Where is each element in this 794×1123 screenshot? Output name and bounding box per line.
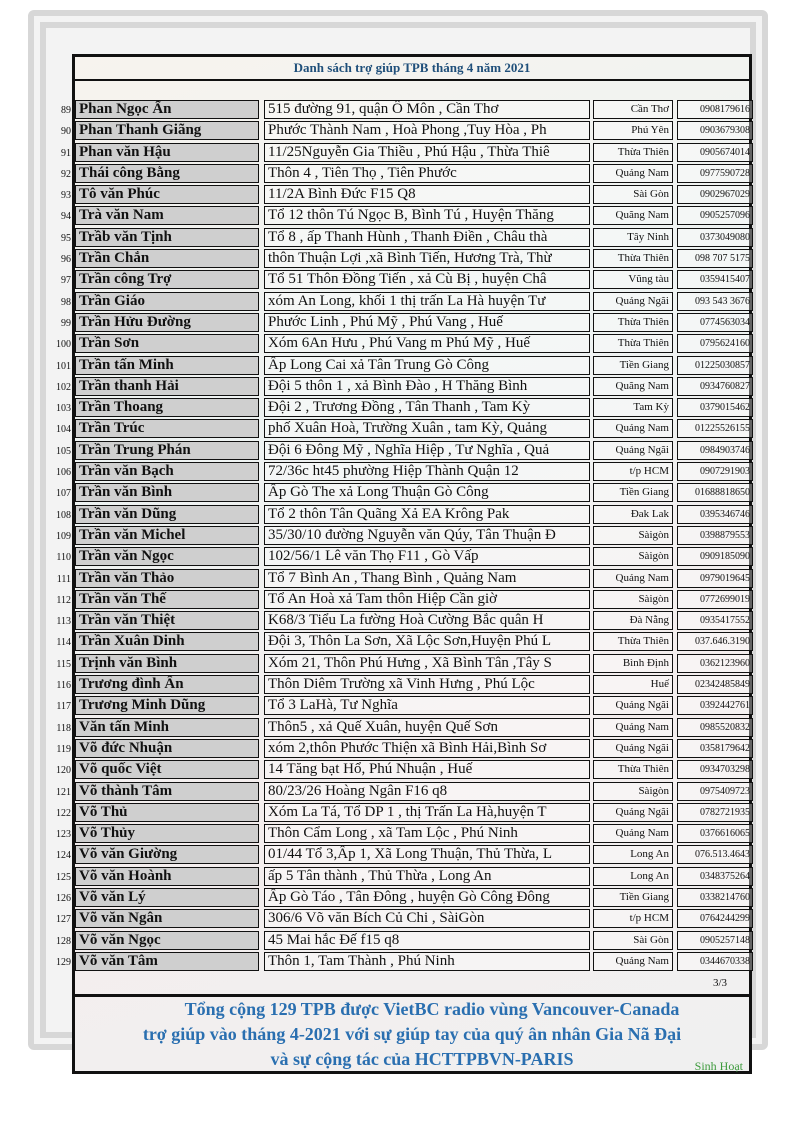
table-row — [56, 356, 750, 377]
table-row — [56, 632, 750, 653]
table-row — [56, 398, 750, 419]
address-cell: Thôn Diêm Trường xã Vinh Hưng , Phú Lộc — [264, 675, 590, 694]
name-cell: Trần Hửu Đường — [75, 313, 259, 332]
phone-cell: 0774563034 — [677, 313, 753, 332]
page-number: 3/3 — [712, 977, 727, 989]
name-cell: Thái công Bằng — [75, 164, 259, 183]
address-cell: 14 Tăng bạt Hổ, Phú Nhuận , Huế — [264, 760, 590, 779]
province-cell: Quảng Ngãi — [593, 696, 673, 715]
address-cell: Tổ 3 LaHà, Tư Nghĩa — [264, 696, 590, 715]
table-row — [56, 675, 750, 696]
row-number: 102 — [56, 381, 71, 393]
phone-cell: 0905257148 — [677, 931, 753, 950]
table-row — [56, 760, 750, 781]
province-cell: Tây Ninh — [593, 228, 673, 247]
table-row — [61, 185, 750, 206]
table-row — [56, 569, 750, 590]
province-cell: Vũng tàu — [593, 270, 673, 289]
address-cell: 01/44 Tổ 3,Ấp 1, Xã Long Thuận, Thủ Thừa, L — [264, 845, 590, 864]
row-number: 126 — [56, 892, 71, 904]
phone-cell: 037.646.3190 — [677, 632, 753, 651]
address-cell: 11/25Nguyễn Gia Thiều , Phú Hậu , Thừa Thiê — [264, 143, 590, 162]
table-row — [56, 909, 750, 930]
row-number: 107 — [56, 488, 71, 500]
province-cell: Quảng Nam — [593, 569, 673, 588]
phone-cell: 0782721935 — [677, 803, 753, 822]
row-number: 117 — [56, 701, 71, 713]
table-row — [61, 164, 750, 185]
phone-cell: 0795624160 — [677, 334, 753, 353]
name-cell: Võ đức Nhuận — [75, 739, 259, 758]
name-cell: Phan Thanh Giãng — [75, 121, 259, 140]
province-cell: Sài Gòn — [593, 185, 673, 204]
name-cell: Trần văn Thảo — [75, 569, 259, 588]
province-cell: Long An — [593, 845, 673, 864]
row-number: 93 — [61, 190, 71, 202]
name-cell: Trần tấn Minh — [75, 356, 259, 375]
table-row — [56, 845, 750, 866]
address-cell: 45 Mai hắc Đế f15 q8 — [264, 931, 590, 950]
phone-cell: 0907291903 — [677, 462, 753, 481]
phone-cell: 0905674014 — [677, 143, 753, 162]
row-number: 91 — [61, 147, 71, 159]
phone-cell: 0362123960 — [677, 654, 753, 673]
phone-cell: 0392442761 — [677, 696, 753, 715]
phone-cell: 0909185090 — [677, 547, 753, 566]
address-cell: Tổ 2 thôn Tân Quãng Xả EA Krông Pak — [264, 505, 590, 524]
footer-line-1: Tổng cộng 129 TPB được VietBC radio vùng Vancouver-Canada — [184, 999, 680, 1019]
address-cell: Thôn 4 , Tiên Thọ , Tiên Phước — [264, 164, 590, 183]
table-row — [56, 419, 750, 440]
name-cell: Trần Trúc — [75, 419, 259, 438]
province-cell: Bình Định — [593, 654, 673, 673]
row-number: 111 — [56, 573, 71, 585]
province-cell: Quãng Nam — [593, 206, 673, 225]
province-cell: Quảng Nam — [593, 718, 673, 737]
province-cell: Tiền Giang — [593, 356, 673, 375]
table-row — [61, 206, 750, 227]
phone-cell: 0338214760 — [677, 888, 753, 907]
name-cell: Võ văn Lý — [75, 888, 259, 907]
row-number: 128 — [56, 935, 71, 947]
name-cell: Trần văn Michel — [75, 526, 259, 545]
row-number: 109 — [56, 530, 71, 542]
row-number: 122 — [56, 807, 71, 819]
table-row — [56, 696, 750, 717]
phone-cell: 0398879553 — [677, 526, 753, 545]
phone-cell: 098 707 5175 — [677, 249, 753, 268]
province-cell: Sàigòn — [593, 782, 673, 801]
address-cell: xóm 2,thôn Phước Thiện xã Bình Hải,Bình Sơ — [264, 739, 590, 758]
address-cell: Thôn 1, Tam Thành , Phú Ninh — [264, 952, 590, 971]
table-row — [61, 313, 750, 334]
province-cell: Quảng Ngãi — [593, 292, 673, 311]
province-cell: Quảng Nam — [593, 952, 673, 971]
name-cell: Trần văn Thế — [75, 590, 259, 609]
phone-cell: 0902967029 — [677, 185, 753, 204]
name-cell: Trần văn Ngọc — [75, 547, 259, 566]
name-cell: Trần thanh Hải — [75, 377, 259, 396]
table-row — [61, 143, 750, 164]
table-row — [61, 121, 750, 142]
province-cell: Quảng Ngãi — [593, 739, 673, 758]
row-number: 108 — [56, 509, 71, 521]
province-cell: Quãng Nam — [593, 377, 673, 396]
phone-cell: 0934703298 — [677, 760, 753, 779]
phone-cell: 0376616065 — [677, 824, 753, 843]
province-cell: Thừa Thiên — [593, 143, 673, 162]
province-cell: Sàigòn — [593, 547, 673, 566]
row-number: 110 — [56, 552, 71, 564]
address-cell: 72/36c ht45 phường Hiệp Thành Quận 12 — [264, 462, 590, 481]
table-row — [61, 228, 750, 249]
phone-cell: 01688818650 — [677, 483, 753, 502]
table-row — [56, 611, 750, 632]
name-cell: Trương đình Ấn — [75, 675, 259, 694]
address-cell: ấp 5 Tân thành , Thủ Thừa , Long An — [264, 867, 590, 886]
address-cell: 306/6 Võ văn Bích Củ Chi , SàiGòn — [264, 909, 590, 928]
province-cell: Thừa Thiên — [593, 334, 673, 353]
name-cell: Trần công Trợ — [75, 270, 259, 289]
name-cell: Trần Trung Phán — [75, 441, 259, 460]
row-number: 104 — [56, 424, 71, 436]
table-row — [56, 867, 750, 888]
address-cell: xóm An Long, khối 1 thị trấn La Hà huyện Tư — [264, 292, 590, 311]
phone-cell: 0935417552 — [677, 611, 753, 630]
table-row — [56, 334, 750, 355]
address-cell: Tổ 8 , ấp Thanh Hùnh , Thanh Điền , Châu thà — [264, 228, 590, 247]
table-row — [56, 462, 750, 483]
phone-cell: 0903679308 — [677, 121, 753, 140]
row-number: 92 — [61, 168, 71, 180]
footer-summary — [75, 997, 749, 1073]
phone-cell: 0975409723 — [677, 782, 753, 801]
document-frame — [56, 54, 752, 1074]
table-row — [61, 292, 750, 313]
phone-cell: 01225030857 — [677, 356, 753, 375]
address-cell: phố Xuân Hoà, Trường Xuân , tam Kỳ, Quảng — [264, 419, 590, 438]
row-number: 125 — [56, 871, 71, 883]
row-number: 118 — [56, 722, 71, 734]
address-cell: thôn Thuận Lợi ,xã Bình Tiến, Hương Trà, Thừ — [264, 249, 590, 268]
row-number: 97 — [61, 275, 71, 287]
row-number: 95 — [61, 232, 71, 244]
name-cell: Võ thành Tâm — [75, 782, 259, 801]
phone-cell: 0348375264 — [677, 867, 753, 886]
row-number: 103 — [56, 403, 71, 415]
table-row — [61, 270, 750, 291]
phone-cell: 0984903746 — [677, 441, 753, 460]
row-number: 96 — [61, 254, 71, 266]
name-cell: Võ văn Ngân — [75, 909, 259, 928]
address-cell: Xóm 21, Thôn Phú Hưng , Xã Bình Tân ,Tây S — [264, 654, 590, 673]
row-number: 129 — [56, 956, 71, 968]
name-cell: Trần văn Dũng — [75, 505, 259, 524]
table-row — [56, 718, 750, 739]
row-number: 113 — [56, 616, 71, 628]
table-row — [56, 505, 750, 526]
phone-cell: 0395346746 — [677, 505, 753, 524]
name-cell: Võ quốc Việt — [75, 760, 259, 779]
name-cell: Trần Sơn — [75, 334, 259, 353]
table-row — [56, 547, 750, 568]
address-cell: Ấp Gò The xả Long Thuận Gò Công — [264, 483, 590, 502]
phone-cell: 0344670338 — [677, 952, 753, 971]
row-number: 116 — [56, 680, 71, 692]
address-cell: Xóm La Tá, Tổ DP 1 , thị Trấn La Hà,huyện T — [264, 803, 590, 822]
phone-cell: 0358179642 — [677, 739, 753, 758]
name-cell: Trần văn Bình — [75, 483, 259, 502]
name-cell: Võ Thủ — [75, 803, 259, 822]
province-cell: Đà Nẵng — [593, 611, 673, 630]
row-number: 119 — [56, 743, 71, 755]
row-number: 124 — [56, 850, 71, 862]
document-title: Danh sách trợ giúp TPB tháng 4 năm 2021 — [75, 57, 749, 81]
table-row — [56, 888, 750, 909]
row-number: 101 — [56, 360, 71, 372]
row-number: 115 — [56, 658, 71, 670]
name-cell: Tô văn Phúc — [75, 185, 259, 204]
address-cell: Thôn5 , xả Quế Xuân, huyện Quế Sơn — [264, 718, 590, 737]
phone-cell: 0772699019 — [677, 590, 753, 609]
row-number: 123 — [56, 829, 71, 841]
table-row — [56, 526, 750, 547]
table-row — [56, 654, 750, 675]
footer-line-2: trợ giúp vào tháng 4-2021 với sự giúp tay của quý ân nhân Gia Nã Đại — [142, 1024, 682, 1044]
address-cell: Tổ 7 Bình An , Thang Bình , Quảng Nam — [264, 569, 590, 588]
address-cell: K68/3 Tiểu La fường Hoà Cường Bắc quân H — [264, 611, 590, 630]
address-cell: 515 đường 91, quận Ô Môn , Cần Thơ — [264, 100, 590, 119]
address-cell: Đội 6 Đông Mỹ , Nghĩa Hiệp , Tư Nghĩa , Quả — [264, 441, 590, 460]
name-cell: Võ Thủy — [75, 824, 259, 843]
address-cell: Phước Thành Nam , Hoà Phong ,Tuy Hòa , Ph — [264, 121, 590, 140]
row-number: 99 — [61, 317, 71, 329]
province-cell: Quảng Nam — [593, 824, 673, 843]
table-row — [56, 377, 750, 398]
phone-cell: 0359415407 — [677, 270, 753, 289]
province-cell: Sàigòn — [593, 590, 673, 609]
sinh-hoat-label: Sinh Hoạt — [694, 1059, 743, 1073]
province-cell: Tiền Giang — [593, 483, 673, 502]
address-cell: Xóm 6An Hưu , Phú Vang m Phú Mỹ , Huế — [264, 334, 590, 353]
row-number: 98 — [61, 296, 71, 308]
row-number: 106 — [56, 467, 71, 479]
name-cell: Trương Minh Dũng — [75, 696, 259, 715]
name-cell: Trần Chắn — [75, 249, 259, 268]
table-row — [56, 782, 750, 803]
beneficiary-table — [56, 100, 750, 973]
table-row — [56, 739, 750, 760]
province-cell: Huế — [593, 675, 673, 694]
row-number: 114 — [56, 637, 71, 649]
name-cell: Võ văn Ngọc — [75, 931, 259, 950]
phone-cell: 076.513.4643 — [677, 845, 753, 864]
address-cell: Đội 2 , Trương Đồng , Tân Thanh , Tam Kỳ — [264, 398, 590, 417]
address-cell: Đội 3, Thôn La Sơn, Xã Lộc Sơn,Huyện Phú L — [264, 632, 590, 651]
address-cell: Ấp Gò Táo , Tân Đông , huyện Gò Công Đông — [264, 888, 590, 907]
address-cell: Đội 5 thôn 1 , xả Bình Đào , H Thăng Bình — [264, 377, 590, 396]
province-cell: Thừa Thiên — [593, 760, 673, 779]
name-cell: Trà văn Nam — [75, 206, 259, 225]
phone-cell: 0934760827 — [677, 377, 753, 396]
phone-cell: 0373049080 — [677, 228, 753, 247]
address-cell: 102/56/1 Lê văn Thọ F11 , Gò Vấp — [264, 547, 590, 566]
table-row — [56, 803, 750, 824]
row-number: 90 — [61, 126, 71, 138]
province-cell: Phú Yên — [593, 121, 673, 140]
province-cell: t/p HCM — [593, 462, 673, 481]
table-row — [56, 441, 750, 462]
address-cell: Ấp Long Cai xả Tân Trung Gò Công — [264, 356, 590, 375]
phone-cell: 0977590728 — [677, 164, 753, 183]
province-cell: Quảng Nam — [593, 164, 673, 183]
province-cell: t/p HCM — [593, 909, 673, 928]
province-cell: Thừa Thiên — [593, 249, 673, 268]
province-cell: Sàigòn — [593, 526, 673, 545]
address-cell: Tổ An Hoà xả Tam thôn Hiệp Cần giờ — [264, 590, 590, 609]
phone-cell: 0764244299 — [677, 909, 753, 928]
table-row — [61, 100, 750, 121]
phone-cell: 0908179616 — [677, 100, 753, 119]
table-row — [56, 931, 750, 952]
name-cell: Trần Giáo — [75, 292, 259, 311]
province-cell: Tiền Giang — [593, 888, 673, 907]
name-cell: Trần văn Bạch — [75, 462, 259, 481]
name-cell: Phan văn Hậu — [75, 143, 259, 162]
row-number: 105 — [56, 445, 71, 457]
phone-cell: 093 543 3676 — [677, 292, 753, 311]
name-cell: Trần Thoang — [75, 398, 259, 417]
phone-cell: 0905257096 — [677, 206, 753, 225]
province-cell: Cần Thơ — [593, 100, 673, 119]
row-number: 89 — [61, 105, 71, 116]
table-row — [56, 952, 750, 973]
name-cell: Võ văn Tâm — [75, 952, 259, 971]
province-cell: Tam Kỳ — [593, 398, 673, 417]
row-number: 127 — [56, 914, 71, 926]
name-cell: Trầb văn Tịnh — [75, 228, 259, 247]
phone-cell: 0979019645 — [677, 569, 753, 588]
address-cell: 80/23/26 Hoàng Ngân F16 q8 — [264, 782, 590, 801]
name-cell: Trịnh văn Bình — [75, 654, 259, 673]
phone-cell: 0985520832 — [677, 718, 753, 737]
province-cell: Long An — [593, 867, 673, 886]
address-cell: Tổ 51 Thôn Đồng Tiến , xả Cù Bị , huyện Châ — [264, 270, 590, 289]
province-cell: Quảng Nam — [593, 419, 673, 438]
province-cell: Quảng Ngãi — [593, 803, 673, 822]
phone-cell: 01225526155 — [677, 419, 753, 438]
name-cell: Trần Xuân Dinh — [75, 632, 259, 651]
name-cell: Văn tấn Minh — [75, 718, 259, 737]
row-number: 100 — [56, 339, 71, 351]
province-cell: Thừa Thiên — [593, 313, 673, 332]
name-cell: Võ văn Hoành — [75, 867, 259, 886]
table-row — [56, 590, 750, 611]
phone-cell: 0379015462 — [677, 398, 753, 417]
province-cell: Sài Gòn — [593, 931, 673, 950]
table-row — [56, 483, 750, 504]
name-cell: Phan Ngọc Ẩn — [75, 100, 259, 119]
table-row — [61, 249, 750, 270]
province-cell: Quảng Ngãi — [593, 441, 673, 460]
province-cell: Đak Lak — [593, 505, 673, 524]
row-number: 112 — [56, 594, 71, 606]
row-number: 94 — [61, 211, 71, 223]
footer-line-3: và sự cộng tác của HCTTPBVN-PARIS — [270, 1049, 574, 1069]
address-cell: Thôn Cẩm Long , xã Tam Lộc , Phú Ninh — [264, 824, 590, 843]
name-cell: Trần văn Thiệt — [75, 611, 259, 630]
address-cell: 11/2A Bình Đức F15 Q8 — [264, 185, 590, 204]
address-cell: 35/30/10 đường Nguyễn văn Qúy, Tân Thuận Đ — [264, 526, 590, 545]
name-cell: Võ văn Giường — [75, 845, 259, 864]
row-number: 121 — [56, 786, 71, 798]
table-row — [56, 824, 750, 845]
address-cell: Phước Linh , Phú Mỹ , Phú Vang , Huế — [264, 313, 590, 332]
province-cell: Thừa Thiên — [593, 632, 673, 651]
phone-cell: 02342485849 — [677, 675, 753, 694]
row-number: 120 — [56, 765, 71, 777]
address-cell: Tổ 12 thôn Tú Ngọc B, Bình Tú , Huyện Thăng — [264, 206, 590, 225]
